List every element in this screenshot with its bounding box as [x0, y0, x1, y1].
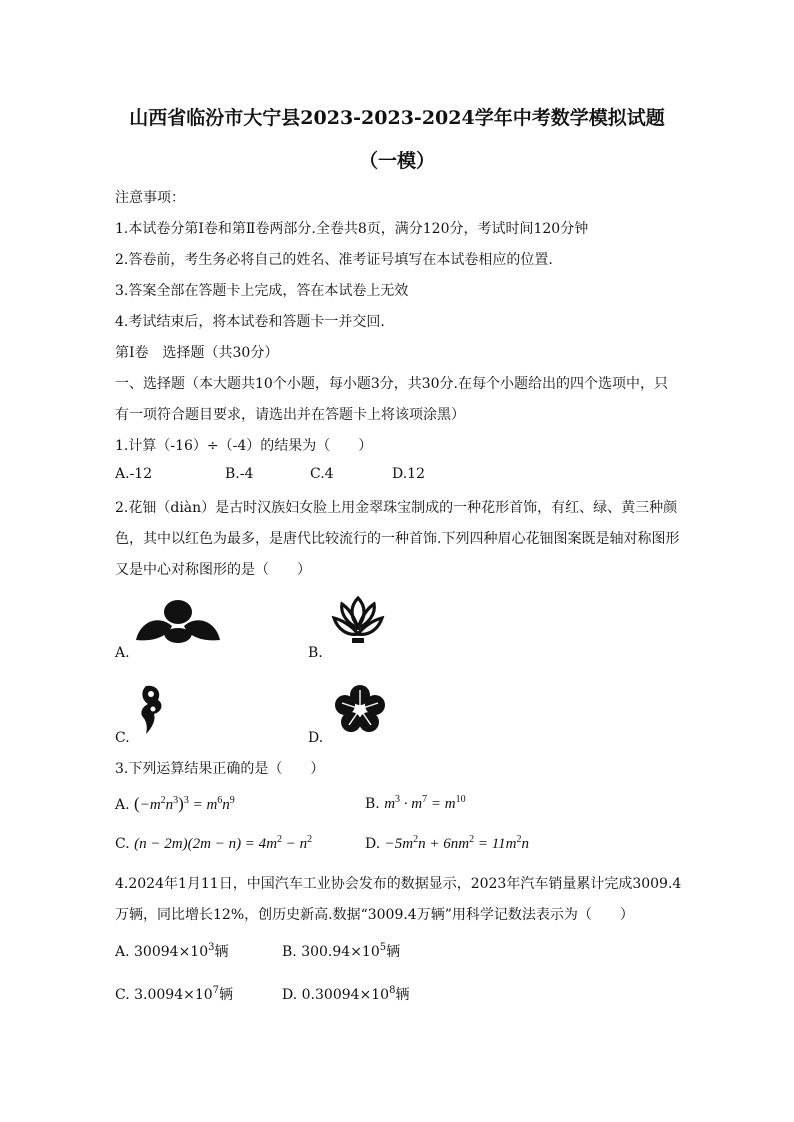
- notice-item: 2.答卷前，考生务必将自己的姓名、准考证号填写在本试卷相应的位置.: [115, 252, 553, 268]
- question-1-stem: 1.计算（-16）÷（-4）的结果为（ ）: [115, 438, 373, 454]
- page-subtitle: （一模）: [358, 150, 435, 172]
- q4-option-c: C. $3.0094\times 10^7$辆: [115, 985, 234, 1003]
- q3-option-b: [365, 794, 466, 813]
- q3-option-c-label: C.: [115, 836, 130, 852]
- q2-option-d-label: D.: [308, 730, 324, 746]
- q4-option-c-mantissa: 3.0094: [134, 987, 184, 1003]
- q4-option-d-exponent: 8: [389, 985, 396, 996]
- q4-option-a-exponent: 3: [208, 942, 215, 953]
- question-4-stem: 4.2024年1月11日，中国汽车工业协会发布的数据显示，2023年汽车销量累计完成3009.4: [115, 876, 682, 892]
- q4-option-d-label: D.: [282, 987, 298, 1003]
- q4-option-a-unit: 辆: [214, 944, 229, 960]
- q4-option-a-label: A.: [115, 944, 130, 960]
- q4-option-b-mantissa: 300.94: [301, 944, 351, 960]
- q4-option-d-unit: 辆: [395, 987, 410, 1003]
- notice-item: 1.本试卷分第Ⅰ卷和第Ⅱ卷两部分.全卷共8页，满分120分，考试时间120分钟: [115, 221, 589, 237]
- q3-option-c-expression: $(n - 2m)(2m - n) = 4m^2 - n^2$: [134, 834, 313, 852]
- cloud-swirl-huadian-icon: [138, 682, 166, 738]
- notice-heading: 注意事项：: [115, 190, 185, 206]
- three-petal-huadian-icon: [132, 598, 224, 654]
- q3-option-b-expression: $m^3 \cdot m^7 = m^{10}$: [384, 794, 466, 812]
- q1-option-b: B.-4: [225, 466, 254, 482]
- question-4-stem: 万辆，同比增长12%，创历史新高.数据“3009.4万辆”用科学记数法表示为（ ）: [115, 907, 634, 923]
- q3-option-d-label: D.: [365, 836, 381, 852]
- q4-option-d-mantissa: 0.30094: [301, 987, 360, 1003]
- question-2-stem: 又是中心对称图形的是（ ）: [115, 562, 311, 578]
- q3-option-a-expression: $(-m^2n^3)^3 = m^6n^9$: [134, 794, 235, 813]
- q4-option-a-mantissa: 30094: [134, 944, 179, 960]
- q4-option-b-unit: 辆: [386, 944, 401, 960]
- q4-option-c-exponent: 7: [212, 985, 220, 996]
- q4-option-d: D. $0.30094\times 10^8$辆: [282, 985, 410, 1003]
- q3-option-a-label: A.: [115, 797, 130, 813]
- plum-blossom-huadian-icon: [334, 684, 386, 732]
- q4-option-c-label: C.: [115, 987, 130, 1003]
- q1-option-a: A.-12: [115, 466, 153, 482]
- q1-option-d: D.12: [392, 466, 425, 482]
- q1-option-c: C.4: [310, 466, 334, 482]
- question-2-stem: 2.花钿（diàn）是古时汉族妇女脸上用金翠珠宝制成的一种花形首饰，有红、绿、黄三种颜: [115, 500, 678, 516]
- q3-option-c: [115, 834, 312, 853]
- q3-option-b-label: B.: [365, 796, 380, 812]
- q4-option-b-exponent: 5: [379, 942, 387, 953]
- lotus-huadian-icon: [330, 594, 386, 646]
- q3-option-d: [365, 834, 529, 853]
- q2-option-c-label: C.: [115, 730, 130, 746]
- q2-option-b-label: B.: [308, 645, 323, 661]
- section-instruction: 一、选择题（本大题共10个小题，每小题3分，共30分.在每个小题给出的四个选项中，只: [115, 376, 668, 392]
- q4-option-a: A. $30094\times 10^3$辆: [115, 942, 229, 960]
- page-title: 山西省临汾市大宁县2023-2023-2024学年中考数学模拟试题: [129, 107, 665, 129]
- part-heading: 第Ⅰ卷 选择题（共30分）: [115, 345, 279, 361]
- q3-option-d-expression: $-5m^2n + 6nm^2 = 11m^2n$: [384, 834, 529, 852]
- q4-option-b-label: B.: [282, 944, 297, 960]
- q4-option-c-unit: 辆: [219, 987, 234, 1003]
- q2-option-a-label: A.: [115, 645, 130, 661]
- notice-item: 4.考试结束后，将本试卷和答题卡一并交回.: [115, 314, 385, 330]
- question-3-stem: 3.下列运算结果正确的是（ ）: [115, 761, 325, 777]
- q4-option-b: B. $300.94\times 10^5$辆: [282, 942, 401, 960]
- q3-option-a: [115, 794, 235, 814]
- section-instruction: 有一项符合题目要求，请选出并在答题卡上将该项涂黑）: [115, 407, 465, 423]
- notice-item: 3.答案全部在答题卡上完成，答在本试卷上无效: [115, 283, 409, 299]
- question-2-stem: 色，其中以红色为最多，是唐代比较流行的一种首饰.下列四种眉心花钿图案既是轴对称图形: [115, 531, 680, 547]
